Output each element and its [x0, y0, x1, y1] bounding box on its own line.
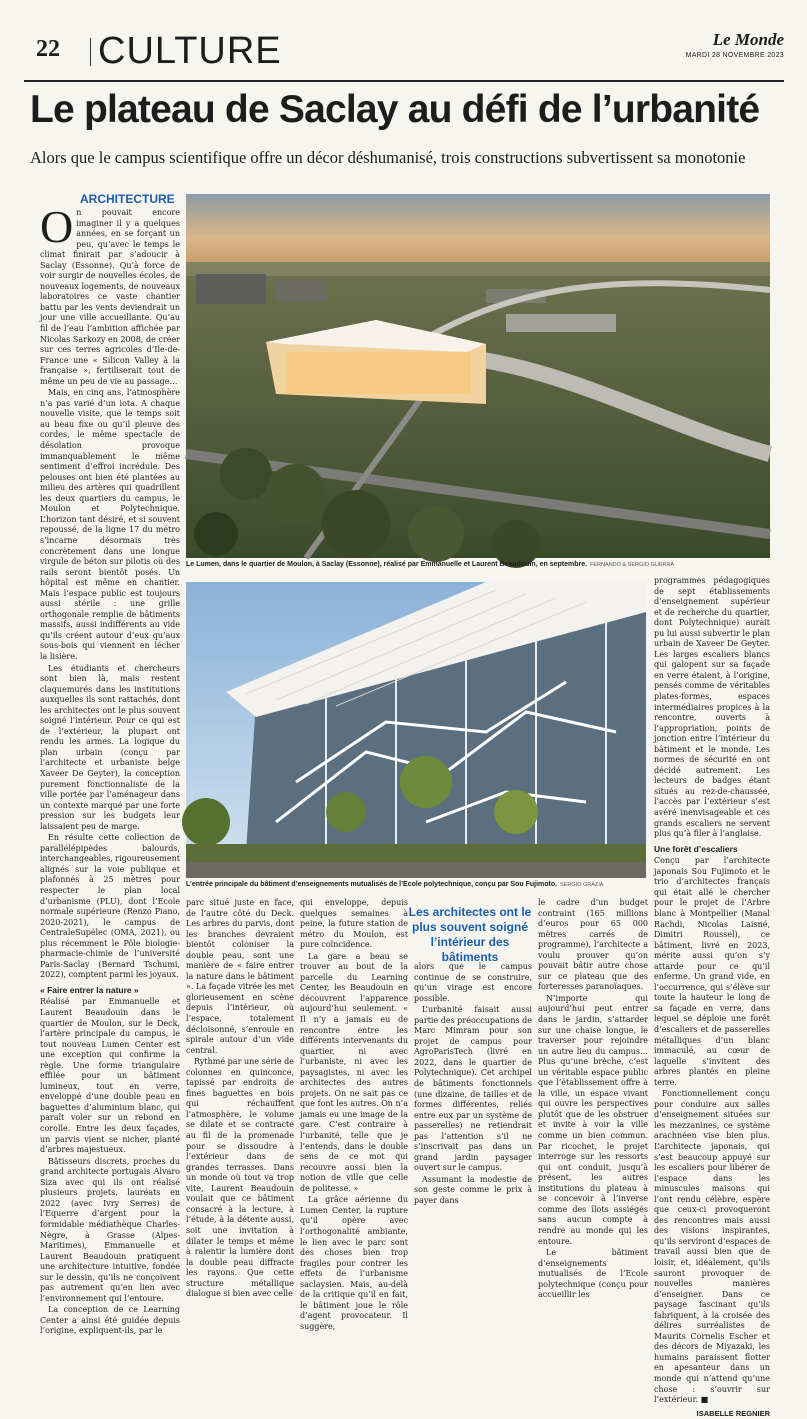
paragraph: Conçu par l’architecte japonais Sou Fujimoto et le trio d’architectes français qui était allé le chercher pour le projet de l’Arbre blanc à Montpellier (Manal Rachdi, Nicolas Laisné, Dimitri Roussel), ce bâtiment, livré en 2023, mérite aussi qu’on s’y attarde pour ce qu’il enferme. Un grand vide, en l’occurrence, qui s’élève sur toute la hauteur le long de sa façade en verre, dans lequel se déploie une forêt d’escaliers et de passerelles métalliques d’un blanc immaculé, au cœur de laquelle s’invitent des arbres plantés en pleine terre. [654, 856, 770, 1087]
paragraph: programmes pédagogiques de sept établissements d’enseignement supérieur et de recherche du quartier, dont Polytechnique) aurait pu lui aussi subvertir le plan urbain de Xaveer De Geyter. Les larges escaliers blancs qui galopent sur sa façade en verre étaient, à l’origine, pensés comme de véritables plates-formes, espaces intermédiaires propices à la rencontre, ouverts à l’appropriation, points de jonction entre l’intérieur du bâtiment et le monde. Les normes de sécurité en ont décidé autrement. Les lecteurs de badges étant situés au rez-de-chaussée, l’accès par l’extérieur s’est avéré inenvisageable et ces grands escaliers ne servent plus qu’à filer à l’anglaise. [654, 576, 770, 839]
photo-lumen-center [186, 194, 770, 558]
article-column-6 [654, 576, 770, 1418]
paragraph: N’importe qui aujourd’hui peut entrer dans le jardin, s’attarder sur une chaise longue, le traverser pour rejoindre un autre lieu du campus… Plus qu’une brèche, c’est un véritable espace public que l’établissement offre à la ville, un espace vivant qui ouvre les perspectives plutôt que de les obstruer et invite à voir la ville comme un bien commun. Par ricochet, le projet interroge sur les ressorts qui ont conduit, jusqu’à présent, les autres institutions du plateau à se concevoir à l’inverse comme des îlots assiégés sans aucun compte à rendre au monde qui les entoure. [538, 993, 648, 1246]
paragraph: Mais, en cinq ans, l’atmosphère n’a pas varié d’un iota. A chaque nouvelle visite, que le temps soit au beau fixe ou qu’il pleuve des cordes, le même spectacle de désolation provoque immanquablement le même sentiment d’effroi incrédule. Des pelouses ont bien été plantées au milieu des artères qui quadrillent les deux quartiers du campus, le Moulon et Polytechnique. L’horizon tant désiré, et si souvent repoussé, de la ligne 17 du métro s’incarne désormais très concrètement dans une longue virgule de béton sur pilotis où des rails seront bientôt posés. Un hôpital est même en chantier. Mais l’espace public est toujours aussi stérile : une grille orthogonale remplie de bâtiments massifs, aussi indifférents au vide qu’ils créent autour d’eux qu’aux sous-bois qui viennent en lécher la lisière. [40, 388, 180, 661]
standfirst: Alors que le campus scientifique offre un décor déshumanisé, trois constructions subvertissent sa monotonie [30, 148, 746, 167]
article-column-4 [414, 962, 533, 1206]
photo-credit: SERGIO GRAZIA [560, 882, 604, 888]
paragraph: le cadre d’un budget contraint (165 millions d’euros pour 65 000 mètres carrés de programme), l’architecte a voulu prouver qu’on pouvait bâtir autre chose sur ce plateau que des forteresses paranoïaques. [538, 898, 648, 992]
photo-caption-top [186, 560, 770, 570]
page-number: 22 [36, 36, 60, 62]
paragraph: La grâce aérienne du Lumen Center, la rupture qu’il opère avec l’orthogonalité ambiante, le lien avec le parc sont des choses bien trop fragiles pour contrer les effets de l’urbanisme saclaysien. Mais, au-delà de la critique qu’il en fait, le bâtiment joue le rôle d’agent provocateur. Il suggère, [300, 1195, 408, 1331]
newspaper-logo: Le Monde [712, 30, 784, 49]
byline: ISABELLE REGNIER [696, 1408, 770, 1418]
paragraph: En résulte cette collection de parallélépipèdes balourds, interchangeables, rigoureusement alignés sur la voie publique et plafonnés à 25 mètres pour respecter le plan local d’urbanisme (PLU), dont l’Ecole normale supérieure (Renzo Piano, 2020-2021), le campus de CentraleSupélec (OMA, 2021), ou plus récemment le Pôle biologie-pharmacie-chimie de l’université Paris-Saclay (Bernard Tschumi, 2022), comptent parmi les joyaux. [40, 833, 180, 980]
paragraph: Les étudiants et chercheurs sont bien là, mais restent claquemurés dans les institutions auxquelles ils sont rattachés, dont les architectes ont le plus souvent soigné l’intérieur. Pour ce qui est de l’extérieur, la plupart ont rendu les armes. La logique du plan urbain (conçu par l’architecte et urbaniste belge Xaveer De Geyter), la conception purement fonctionnaliste de la ville portée par l’aménageur dans un contexte marqué par une forte pression sur les budgets leur laissaient peu de marge. [40, 663, 180, 831]
publication-date: MARDI 28 NOVEMBRE 2023 [685, 52, 784, 59]
paragraph-text: n pouvait encore imaginer il y a quelques années, en se forçant un peu, qu’avec le temps le climat finirait par s’adoucir à Saclay (Essonne). Qu’à force de voir surgir de nouvelles écoles, de nouveaux logements, de nouveaux laboratoires ce vaste chantier battu par les vents deviendrait un jour une ville accueillante. Qu’au fil de l’eau l’ambition affichée par Nicolas Sarkozy en 2008, de créer sur ces terres agricoles d’Ile-de-France une « Silicon Valley à la française », fertiliserait tout de même un peu de vie au passage… [40, 208, 180, 386]
paragraph: alors que le campus continue de se construire, qu’un virage est encore possible. [414, 962, 532, 1003]
paragraph: Le bâtiment d’enseignements mutualisés de l’Ecole polytechnique (conçu pour accueillir les [538, 1248, 648, 1300]
paragraph: L’urbanité faisait aussi partie des préoccupations de Marc Mimram pour son projet de campus pour AgroParisTech (livré en 2022, dans le quartier de Polytechnique). Cet archipel de bâtiments fonctionnels (une dizaine, de tailles et de formes différentes, reliés entre eux par un système de passerelles) ne retiendrait pas l’attention s’il ne s’inscrivait pas dans un grand jardin paysager ouvert sur le campus. [414, 1005, 533, 1173]
article-column-2 [186, 898, 294, 1299]
drop-cap: O [40, 201, 74, 252]
paragraph: Rythmé par une série de colonnes en quinconce, tapissé par endroits de fines baguettes en bois qui réchauffent l’atmosphère, le volume se dilate et se contracte au fil de la promenade pour se dissoudre à l’extérieur dans de grandes terrasses. Dans un monde où tout va trop vite, Laurent Beaudouin voulait que ce bâtiment consacré à la lecture, à l’étude, à la détente aussi, soit une invitation à dilater le temps et même à ralentir la lumière dont la double peau diffracte les rayons. Que cette structure métallique dialogue si bien avec celle [186, 1057, 294, 1299]
paragraph: Réalisé par Emmanuelle et Laurent Beaudouin dans le quartier de Moulon, sur le Deck, l’artère principale du campus, le tout nouveau Lumen Center est une exception qui confirme la règle. Une forme triangulaire effilée pour un bâtiment lumineux, tout en verre, enveloppé d’une double peau en baguettes d’aluminium blanc, qui paraît voler sur un rebond en corolle. Entre les deux façades, un parvis vient se nicher, planté d’arbres majestueux. [40, 997, 180, 1155]
paragraph: La conception de ce Learning Center a ainsi été guidée depuis l’origine, expliquent-ils, par le [40, 1305, 180, 1336]
paragraph: qui enveloppe, depuis quelques semaines à peine, la future station de métro du Moulon, est pure coïncidence. [300, 898, 408, 950]
photo-caption-bottom [186, 880, 646, 890]
paragraph: La gare a beau se trouver au bout de la parcelle du Learning Center, les Beaudouin en découvrent l’apparence aujourd’hui seulement. « Il n’y a jamais eu de rencontre entre les différents intervenants du quartier, ni avec l’urbaniste, ni avec les paysagistes, ni avec les architectes des autres projets. On ne sait pas ce que font les autres. On n’a jamais eu une image de la gare. C’est contraire à l’urbanité, telle que je l’entends, dans le double sens de ce mot qui recouvre aussi bien la notion de ville que celle de politesse. » [300, 951, 408, 1193]
pull-quote: Les architectes ont le plus souvent soigné l’intérieur des bâtiments [408, 905, 532, 964]
paragraph: parc situé juste en face, de l’autre côté du Deck. Les arbres du parvis, dont les branches devraient bientôt coloniser la double peau, sont une manière de « faire entrer la nature dans le bâtiment ». La façade vitrée les met glorieusement en scène depuis l’intérieur, où l’espace, totalement décloisonné, s’enroule en spirale autour d’un vide central. [186, 898, 294, 1055]
masthead-rule [24, 80, 784, 82]
masthead [24, 30, 784, 80]
caption-text: Le Lumen, dans le quartier de Moulon, à Saclay (Essonne), réalisé par Emmanuelle et Laurent Beaudouin, en septembre. [186, 561, 588, 568]
subhead: Une forêt d’escaliers [654, 843, 738, 854]
caption-text: L’entrée principale du bâtiment d’enseignements mutualisés de l’Ecole polytechnique, conçu par Sou Fujimoto. [186, 881, 558, 888]
headline: Le plateau de Saclay au défi de l’urbanité [30, 88, 760, 131]
paragraph: Bâtisseurs discrets, proches du grand architecte portugais Alvaro Siza avec qui ils ont réalisé plusieurs projets, lauréats en 2022 (avec Ivry Serres) de l’Equerre d’argent pour la formidable médiathèque Charles-Nègre, à Grasse (Alpes-Maritimes), Emmanuelle et Laurent Beaudouin pratiquent une architecture intuitive, fondée sur le dessin, qu’ils ne conçoivent pas autrement qu’en lien avec l’environnement qui l’entoure. [40, 1156, 180, 1303]
paragraph: Fonctionnellement conçu pour conduire aux salles d’enseignement situées sur les mezzanines, ce système arachnéen vise bien plus. L’architecte japonais, qui s’est beaucoup appuyé sur les escaliers pour libérer de l’espace dans les minuscules maisons qui l’ont rendu célèbre, espère que ceux-ci provoqueront des rencontres mais aussi des visions inspirantes, qu’ils serviront d’espaces de travail aussi bien que de loisir, et, idéalement, qu’ils sauront provoquer de nouvelles manières d’enseigner. Dans ce paysage fascinant qu’ils fabriquent, à la croisée des délires surréalistes de Maurits Cornelis Escher et des décors de Miyazaki, les humains paraissent flotter en apesanteur dans un monde qui n’attend qu’une chose : s’ouvrir sur l’extérieur. ■ [654, 1089, 770, 1405]
article-column-3 [300, 898, 408, 1331]
photo-polytechnique [186, 582, 646, 878]
masthead-separator [90, 38, 91, 66]
paragraph: Assumant la modestie de son geste comme le prix à payer dans [414, 1174, 532, 1206]
polytechnique-building-image [186, 582, 646, 878]
kicker: ARCHITECTURE [80, 192, 175, 206]
paragraph [40, 201, 180, 387]
subhead: « Faire entrer la nature » [40, 984, 139, 995]
lumen-center-aerial-image [186, 194, 770, 558]
photo-credit: FERNANDO & SERGIO GUERRA [590, 562, 675, 568]
article-column-1 [40, 201, 180, 1336]
section-title: CULTURE [98, 30, 282, 72]
article-column-5 [538, 898, 648, 1300]
